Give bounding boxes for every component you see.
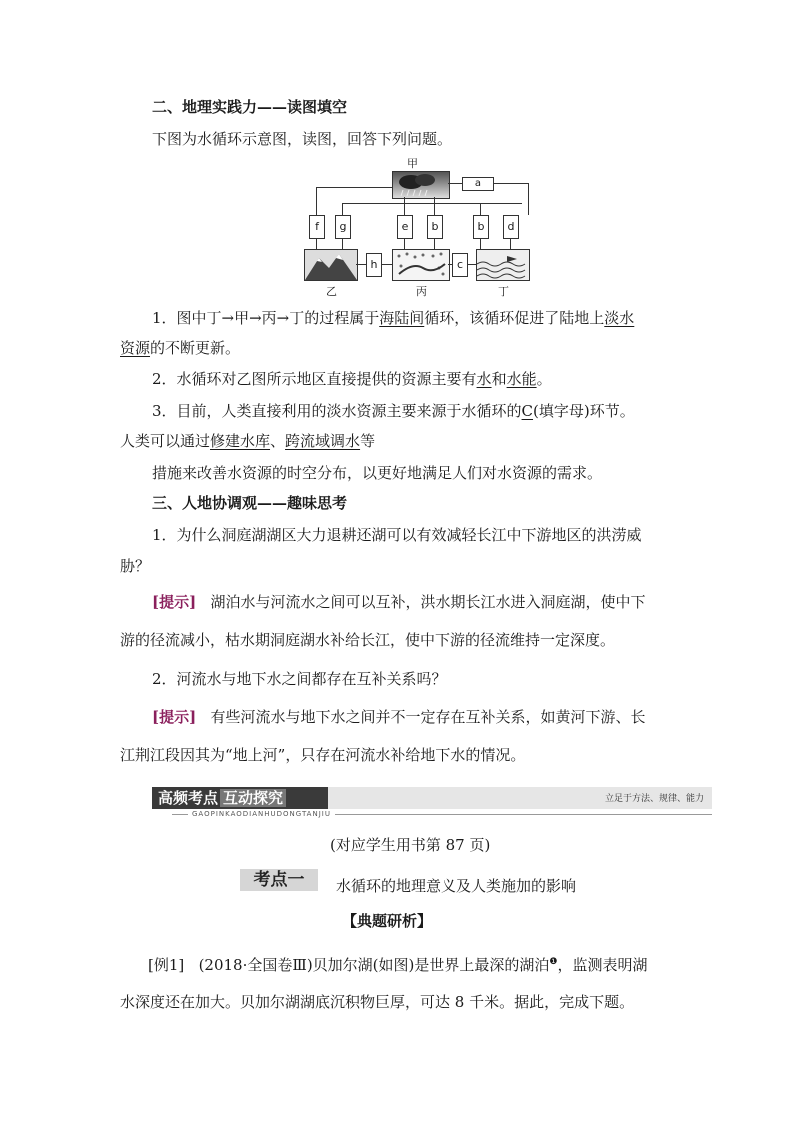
question-3-line-2: 人类可以通过修建水库、跨流域调水等 [120, 432, 376, 450]
page-reference: (对应学生用书第 87 页) [330, 836, 491, 854]
kaodian-title: 水循环的地理意义及人类施加的影响 [336, 877, 577, 895]
footnote-mark: ❶ [549, 957, 558, 967]
answer-reservoir: 修建水库 [210, 432, 271, 450]
think-question-1-line-1: 1．为什么洞庭湖湖区大力退耕还湖可以有效减轻长江中下游地区的洪涝威 [152, 526, 642, 544]
mountain-icon [305, 250, 357, 280]
kaodian-label: 考点一 [240, 869, 318, 891]
diagram-label-bing: 丙 [416, 285, 427, 298]
arrow-label-h: h [366, 253, 382, 277]
tip-1-line-2: 游的径流减小，枯水期洞庭湖水补给长江，使中下游的径流维持一定深度。 [120, 631, 616, 649]
arrow-label-f: f [309, 215, 325, 239]
mountain-box [304, 249, 358, 281]
arrow-label-g: g [335, 215, 351, 239]
diagram-label-yi: 乙 [326, 285, 337, 298]
section-heading-thinking: 三、人地协调观——趣味思考 [152, 494, 348, 512]
tip-1-line-1: [提示] 湖泊水与河流水之间可以互补，洪水期长江水进入洞庭湖，使中下 [152, 593, 646, 611]
answer-water-transfer: 跨流域调水 [285, 432, 361, 450]
arrow-label-b2: b [473, 215, 489, 239]
banner-subtitle: 立足于方法、规律、能力 [604, 794, 704, 804]
tip-2-line-2: 江荆江段因其为“地上河”，只存在河流水补给地下水的情况。 [120, 746, 526, 764]
answer-hailujian: 海陆间 [379, 309, 425, 327]
example-line-2: 水深度还在加大。贝加尔湖湖底沉积物巨厚，可达 8 千米。据此，完成下题。 [120, 993, 635, 1011]
banner-pinyin: GAOPINKAODIANHUDONGTANJIU [188, 810, 335, 818]
example-line-1: [例1] (2018·全国卷Ⅲ)贝加尔湖(如图)是世界上最深的湖泊$^❶$，监测表明湖 [148, 956, 648, 974]
answer-shuineng: 水能 [506, 370, 537, 388]
arrow-label-b1: b [427, 215, 443, 239]
terrain-icon [393, 250, 449, 280]
dianti-heading: 【典题研析】 [342, 912, 433, 930]
diagram-label-ding: 丁 [498, 285, 509, 298]
example-label: [例1] [148, 956, 185, 974]
arrow-label-d: d [503, 215, 519, 239]
section-heading-practice: 二、地理实践力——读图填空 [152, 98, 348, 116]
arrow-label-e: e [397, 215, 413, 239]
question-2: 2．水循环对乙图所示地区直接提供的资源主要有水和水能。 [152, 370, 552, 388]
answer-c: C [521, 402, 534, 420]
tip-label: [提示] [152, 593, 197, 611]
water-cycle-diagram [300, 155, 540, 298]
arrow-label-c: c [452, 253, 468, 277]
think-question-1-line-2: 胁？ [120, 557, 151, 575]
ocean-icon [477, 250, 529, 280]
arrow-label-a: a [462, 177, 494, 191]
tip-2-line-1: [提示] 有些河流水与地下水之间并不一定存在互补关系，如黄河下游、长 [152, 708, 646, 726]
think-question-2: 2．河流水与地下水之间都存在互补关系吗？ [152, 670, 447, 688]
answer-shui: 水 [476, 370, 492, 388]
question-3-line-1: 3．目前，人类直接利用的淡水资源主要来源于水循环的C(填字母)环节。 [152, 402, 635, 420]
answer-ziyuan: 资源 [120, 339, 151, 357]
question-1-line-2: 资源的不断更新。 [120, 339, 241, 357]
land-box [392, 249, 450, 281]
question-3-line-3: 措施来改善水资源的时空分布，以更好地满足人们对水资源的需求。 [152, 464, 603, 482]
answer-danshui: 淡水 [604, 309, 635, 327]
diagram-label-jia: 甲 [407, 157, 418, 170]
atmosphere-box [392, 171, 450, 199]
section-banner [152, 787, 712, 818]
section-intro: 下图为水循环示意图，读图，回答下列问题。 [152, 130, 453, 148]
question-1-line-1: 1．图中丁→甲→丙→丁的过程属于海陆间循环，该循环促进了陆地上淡水 [152, 309, 635, 327]
banner-title: 高频考点 互动探究 [152, 787, 334, 809]
tip-label: [提示] [152, 708, 197, 726]
cloud-rain-icon [393, 172, 449, 198]
ocean-box [476, 249, 530, 281]
